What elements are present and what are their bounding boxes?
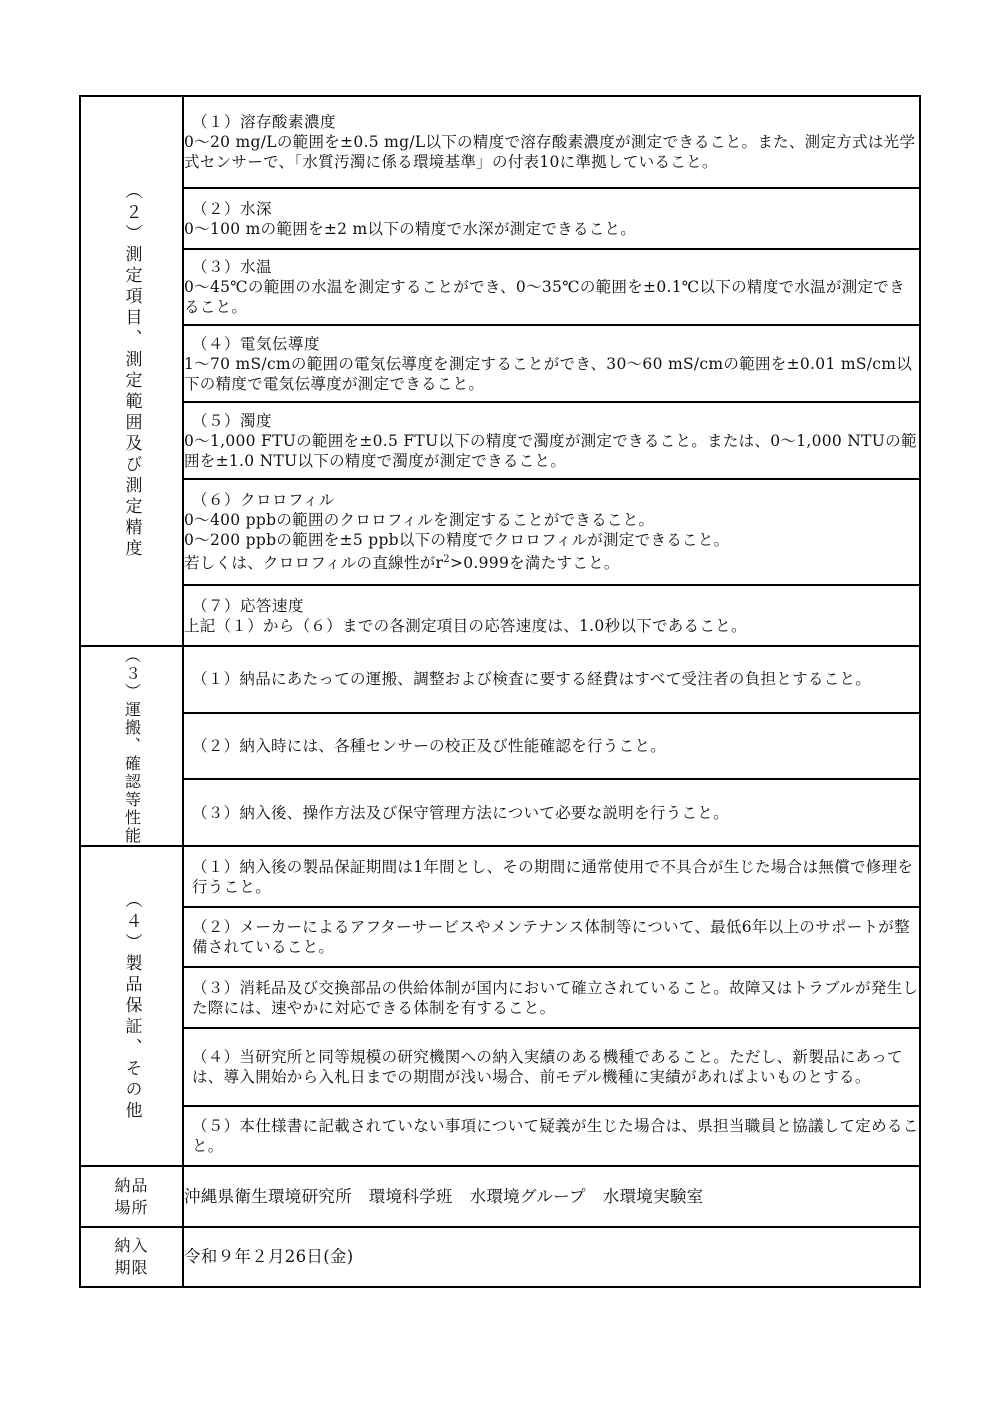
delivery-deadline-header-line2: 期限 (114, 1258, 149, 1277)
linearity-exponent: 2 (443, 554, 450, 566)
s2-header-cell (80, 96, 183, 646)
s4-row-5 (80, 1106, 920, 1166)
s2-item-6 (183, 479, 920, 585)
s3-item-3 (183, 779, 920, 846)
s4-item-4 (183, 1028, 920, 1106)
item-body-line: 0～400 ppbの範囲のクロロフィルを測定することができること。 (184, 511, 655, 530)
item-body: （２）納入時には、各種センサーの校正及び性能確認を行うこと。 (192, 736, 667, 755)
s4-header: （４）製品保証、その他 (121, 890, 142, 1122)
s4-row-1 (80, 846, 920, 907)
s2-item-5 (183, 402, 920, 479)
s3-item-1 (183, 646, 920, 713)
s2-row-3 (80, 249, 920, 325)
delivery-deadline-row (80, 1227, 920, 1287)
item-body: （５）本仕様書に記載されていない事項について疑義が生じた場合は、県担当職員と協議して定めること。 (192, 1117, 919, 1155)
s4-item-5 (183, 1106, 920, 1166)
s2-row-1 (80, 96, 920, 188)
s4-row-2 (80, 907, 920, 967)
delivery-place-row (80, 1166, 920, 1227)
item-title: （１）溶存酸素濃度 (192, 113, 337, 131)
s3-row-2 (80, 713, 920, 780)
s4-header-cell (80, 846, 183, 1166)
s2-item-7 (183, 585, 920, 646)
item-body: 上記（１）から（６）までの各測定項目の応答速度は、1.0秒以下であること。 (184, 616, 747, 635)
s3-row-1 (80, 646, 920, 713)
delivery-deadline-header-line1: 納入 (114, 1236, 149, 1255)
s2-row-2 (80, 188, 920, 249)
item-title: （４）電気伝導度 (192, 334, 321, 353)
s2-row-4 (80, 325, 920, 402)
s4-item-2 (183, 907, 920, 967)
item-body: （１）納品にあたっての運搬、調整および検査に要する経費はすべて受注者の負担とすること。 (192, 670, 872, 689)
s2-row-7 (80, 585, 920, 646)
item-title: （７）応答速度 (192, 596, 305, 615)
item-body-line (184, 550, 919, 573)
item-body: （３）納入後、操作方法及び保守管理方法について必要な説明を行うこと。 (192, 803, 729, 822)
item-body: （４）当研究所と同等規模の研究機関への納入実績のある機種であること。ただし、新製品にあっては、導入開始から入札日までの期間が浅い場合、前モデル機種に実績があればよいものとする。 (192, 1048, 903, 1086)
s3-item-2 (183, 713, 920, 780)
item-body: 0～20 mg/Lの範囲を±0.5 mg/L以下の精度で溶存酸素濃度が測定できること。また、測定方式は光学式センサーで、「水質汚濁に係る環境基準」の付表10に準拠していること。 (184, 133, 916, 171)
s2-item-2 (183, 188, 920, 249)
s2-row-5 (80, 402, 920, 479)
linearity-text-pre: 若しくは、クロロフィルの直線性がr (184, 554, 444, 573)
delivery-place-header-line2: 場所 (114, 1197, 149, 1217)
item-body: （２）メーカーによるアフターサービスやメンテナンス体制等について、最低6年以上のサポートが整備されていること。 (192, 918, 910, 956)
delivery-deadline-header-cell (80, 1227, 183, 1287)
s3-row-3 (80, 779, 920, 846)
item-body: 0～1,000 FTUの範囲を±0.5 FTU以下の精度で濁度が測定できること。または、0～1,000 NTUの範囲を±1.0 NTU以下の精度で濁度が測定できること。 (184, 431, 917, 470)
item-body-line: 0～200 ppbの範囲を±5 ppb以下の精度でクロロフィルが測定できること。 (184, 531, 730, 550)
s2-header: （２）測定項目、測定範囲及び測定精度 (121, 182, 142, 560)
item-title: （６）クロロフィル (192, 491, 335, 510)
delivery-place-cell (183, 1166, 920, 1227)
s2-row-6 (80, 479, 920, 585)
delivery-place-value: 沖縄県衛生環境研究所 環境科学班 水環境グループ 水環境実験室 (184, 1186, 704, 1206)
s3-header-cell (80, 646, 183, 846)
item-title: （２）水深 (192, 199, 273, 218)
s4-row-4 (80, 1028, 920, 1106)
delivery-deadline-cell (183, 1227, 920, 1287)
item-body: 0～100 mの範囲を±2 m以下の精度で水深が測定できること。 (184, 219, 637, 238)
item-body: 1～70 mS/cmの範囲の電気伝導度を測定することができ、30～60 mS/cmの範囲を±0.01 mS/cm以下の精度で電気伝導度が測定できること。 (184, 354, 913, 393)
s2-item-1 (183, 96, 920, 188)
s4-row-3 (80, 967, 920, 1028)
delivery-deadline-value: 令和９年２月26日(金) (184, 1247, 354, 1266)
specification-table (79, 95, 921, 1288)
item-title: （５）濁度 (192, 411, 273, 430)
item-body: （３）消耗品及び交換部品の供給体制が国内において確立されていること。故障又はトラブルが発生した際には、速やかに対応できる体制を有すること。 (192, 978, 919, 1017)
item-body: （１）納入後の製品保証期間は1年間とし、その期間に通常使用で不具合が生じた場合は無償で修理を行うこと。 (192, 857, 914, 896)
s2-item-4 (183, 325, 920, 402)
delivery-place-header-cell (80, 1166, 183, 1227)
s3-header: （３）運搬、確認等性能 (122, 647, 142, 845)
item-body: 0～45℃の範囲の水温を測定することができ、0～35℃の範囲を±0.1℃以下の精度で水温が測定できること。 (184, 278, 905, 316)
s4-item-1 (183, 846, 920, 907)
delivery-place-header-line1: 納品 (114, 1175, 149, 1195)
item-title: （３）水温 (192, 258, 273, 276)
linearity-text-post: >0.999を満たすこと。 (449, 554, 620, 573)
s4-item-3 (183, 967, 920, 1028)
s2-item-3 (183, 249, 920, 325)
